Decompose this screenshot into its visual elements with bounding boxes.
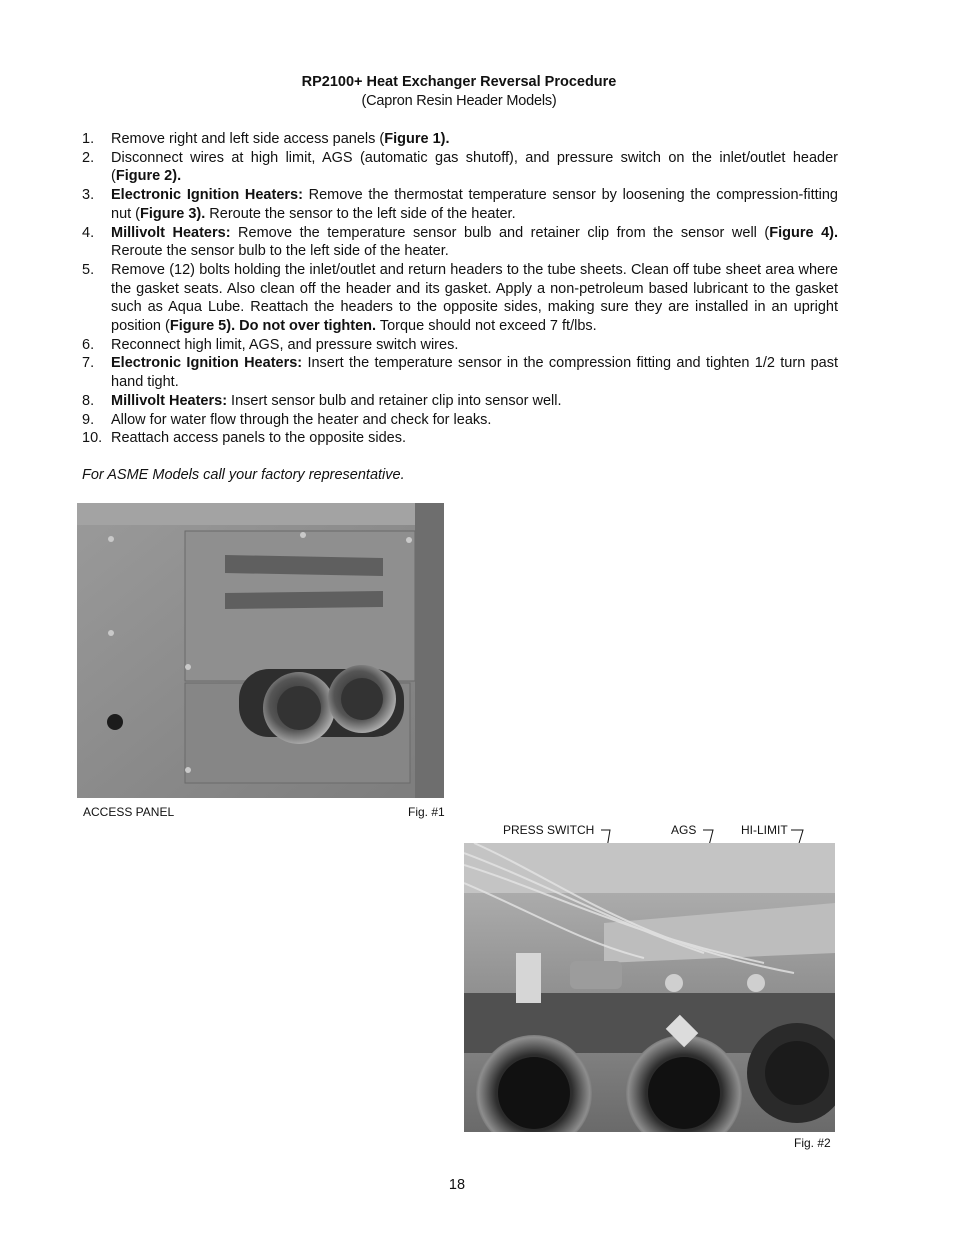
page-subtitle: (Capron Resin Header Models) xyxy=(361,93,557,109)
page-number: 18 xyxy=(448,1177,466,1193)
asme-note: For ASME Models call your factory representative. xyxy=(82,467,405,483)
figure-1-number: Fig. #1 xyxy=(408,805,445,819)
step-number: 5. xyxy=(82,261,95,278)
step-number: 6. xyxy=(82,336,95,353)
step-number: 4. xyxy=(82,224,95,241)
figure-2-photo xyxy=(464,843,835,1132)
step-1: 1. Remove right and left side access panels (Figure 1). xyxy=(82,131,450,147)
step-number: 9. xyxy=(82,411,95,428)
step-10: 10. Reattach access panels to the opposite sides. xyxy=(82,430,407,447)
step-7: 7. Electronic Ignition Heaters: Insert the temperature sensor in the compression fitting and tighten 1/2 turn past hand tight. xyxy=(82,355,838,391)
step-number: 10. xyxy=(82,430,103,447)
step-number: 1. xyxy=(82,131,95,147)
step-4: 4. Millivolt Heaters: Remove the temperature sensor bulb and retainer clip from the sensor well (Figure 4). Reroute the sensor bulb to the left side of the heater. xyxy=(82,224,839,260)
label-press-switch: PRESS SWITCH xyxy=(503,823,595,837)
step-number: 2. xyxy=(82,149,95,166)
step-8: 8. Millivolt Heaters: Insert sensor bulb and retainer clip into sensor well. xyxy=(82,392,562,409)
figure-2-number: Fig. #2 xyxy=(794,1136,831,1150)
page-title: RP2100+ Heat Exchanger Reversal Procedure xyxy=(301,74,617,90)
step-6: 6. Reconnect high limit, AGS, and pressure switch wires. xyxy=(82,336,459,353)
step-number: 8. xyxy=(82,392,95,409)
step-5: 5. Remove (12) bolts holding the inlet/outlet and return headers to the tube sheets. Clean off tube sheet area where the gasket seats. Also clean off the header and its gasket. Apply a non-petroleum based lubricant to the gasket such as Aqua Lube. Reattach the headers to the opposite sides, making sure they are installed in an upright position (Figure 5). Do not over tighten. Torque should not exceed 7 ft/lbs. xyxy=(82,261,838,335)
step-9: 9. Allow for water flow through the heater and check for leaks. xyxy=(82,411,492,428)
step-number: 3. xyxy=(82,187,95,204)
figure-1-caption: ACCESS PANEL xyxy=(83,805,175,819)
label-ags: AGS xyxy=(671,823,697,837)
step-3: 3. Electronic Ignition Heaters: Remove the thermostat temperature sensor by loosening the compression-fitting nut (Figure 3). Reroute the sensor to the left side of the heater. xyxy=(82,187,838,222)
step-2: 2. Disconnect wires at high limit, AGS (automatic gas shutoff), and pressure switch on the inlet/outlet header (Figure 2). xyxy=(82,149,838,185)
step-number: 7. xyxy=(82,355,95,372)
label-hi-limit: HI-LIMIT xyxy=(741,823,788,837)
